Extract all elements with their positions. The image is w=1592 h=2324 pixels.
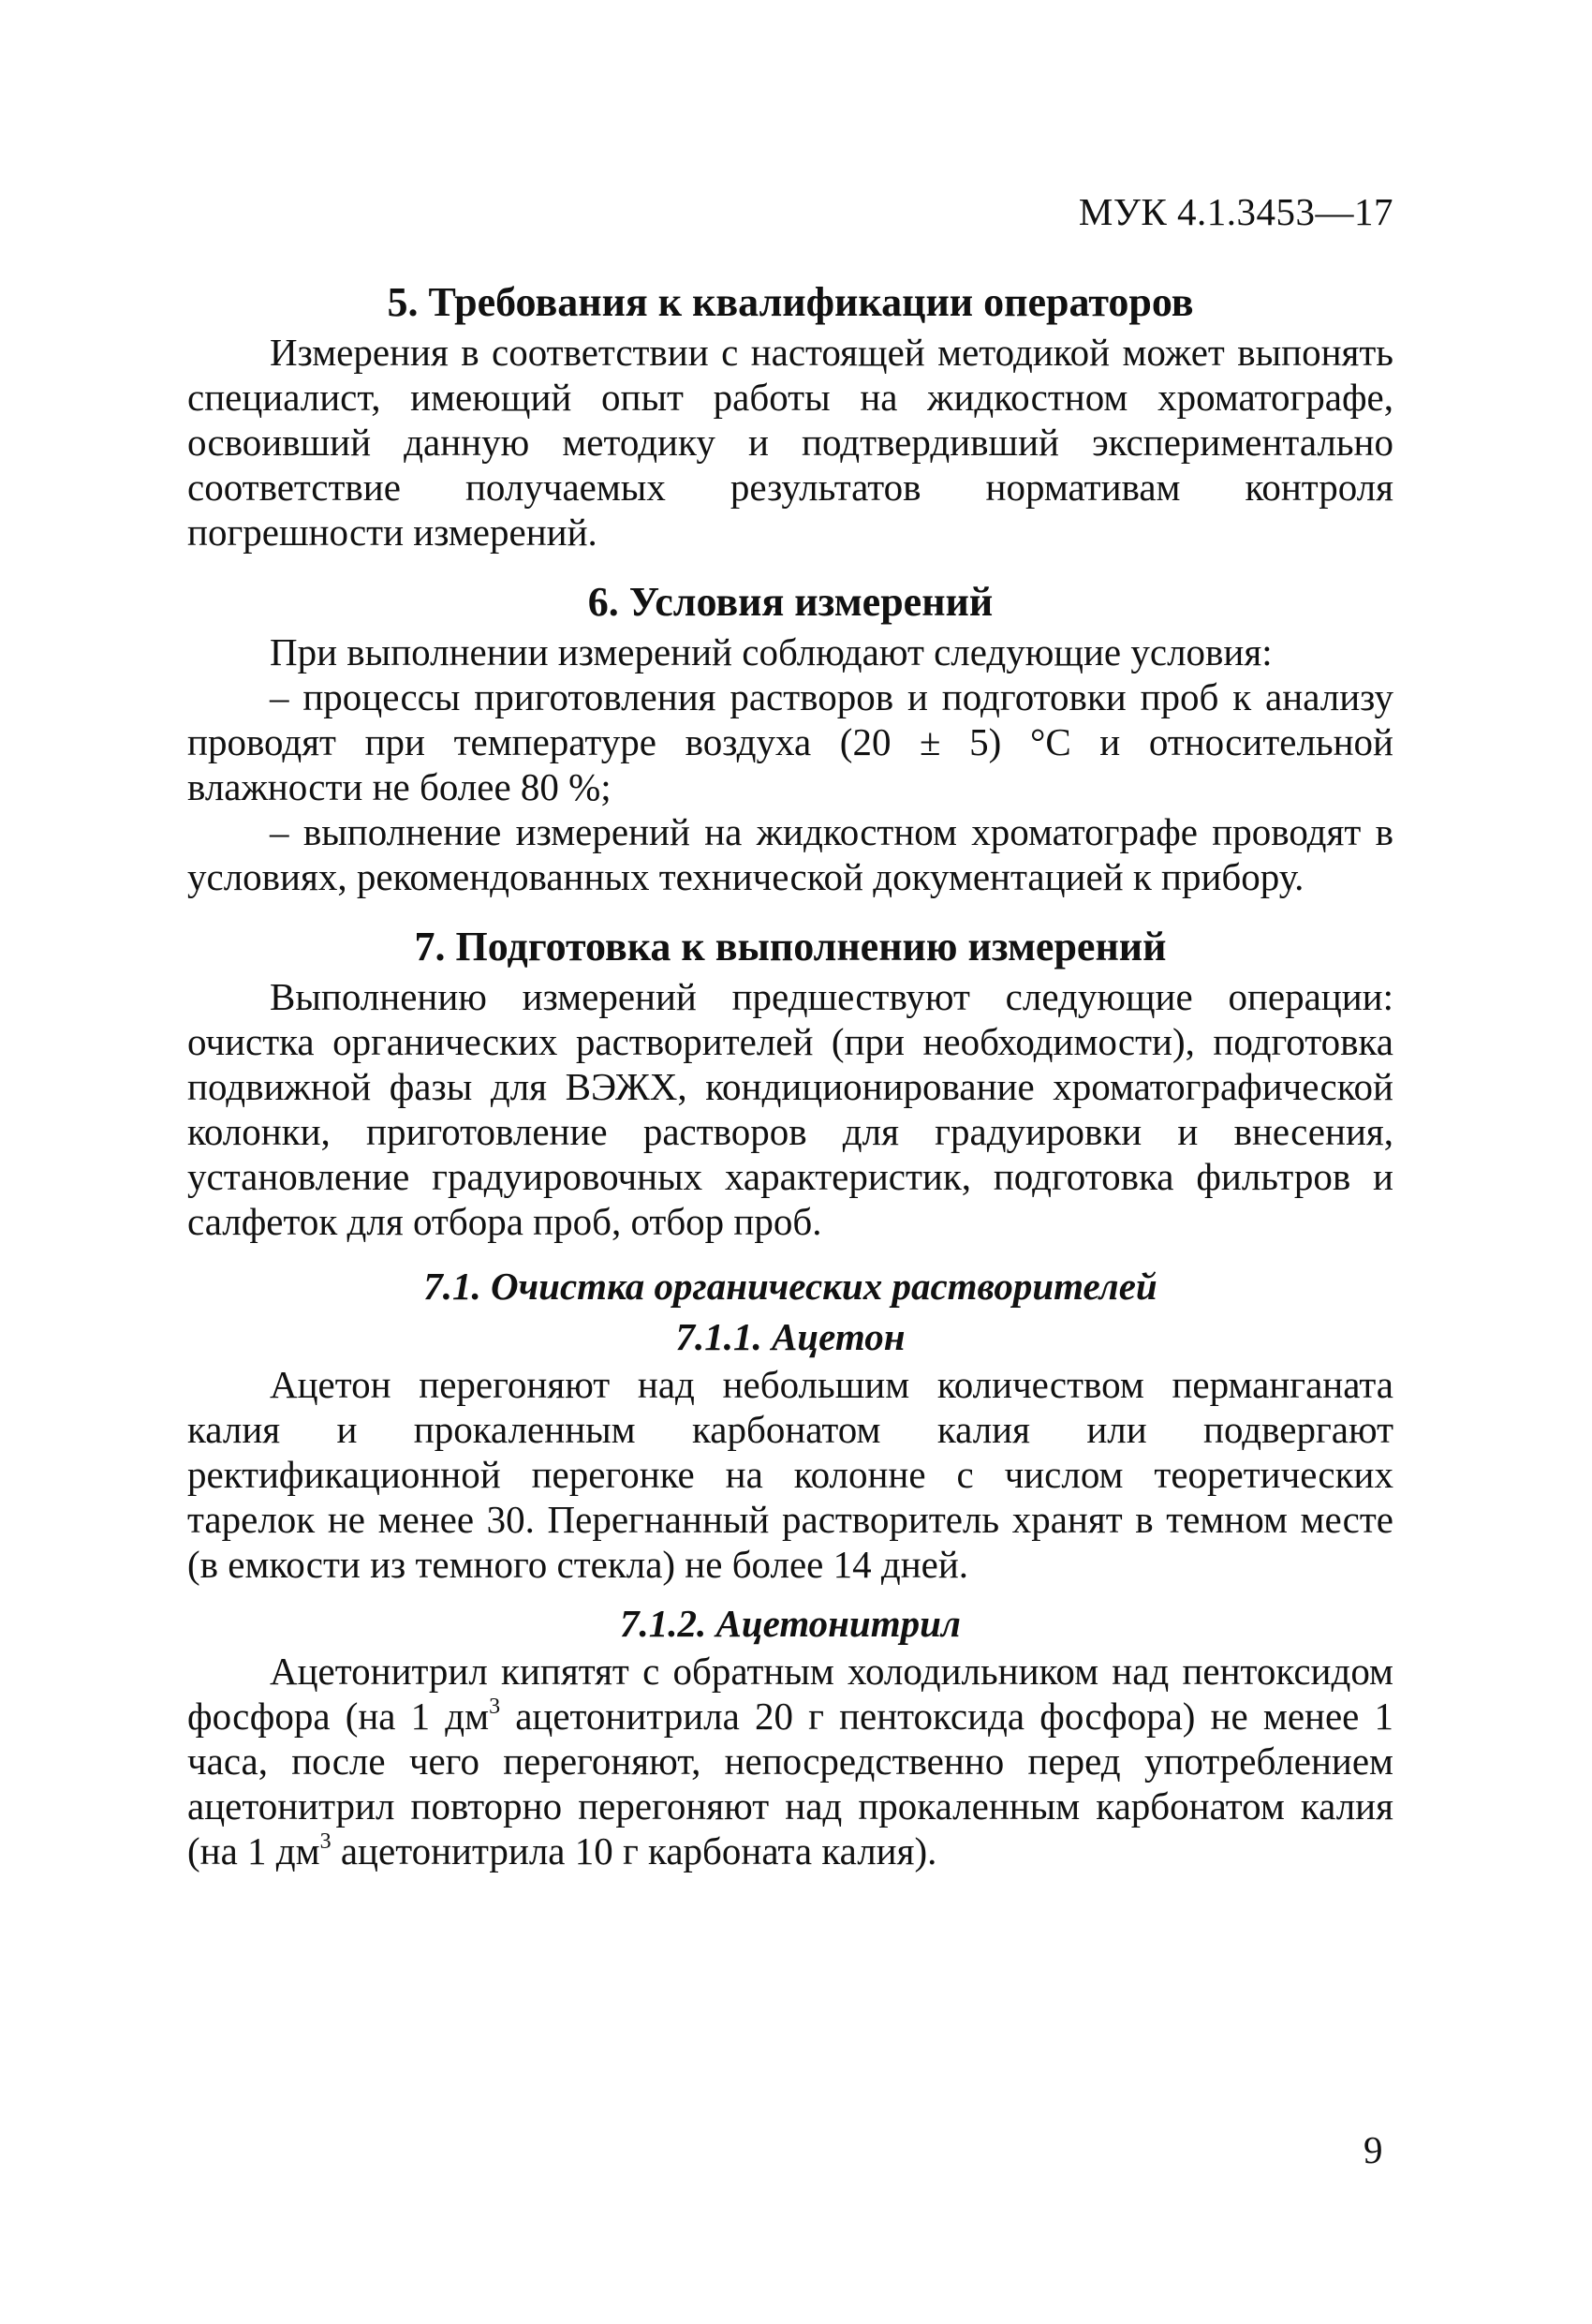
subsection-7-1-heading: 7.1. Очистка органических растворителей [423,1265,1157,1308]
acetonitrile-text-part-2: ацетонитрила 20 г пентоксида фосфора) не менее 1 часа, после чего перегоняют, непосредственно перед употреблением ацетонитрил повторно перегоняют над прокаленным карбонатом калия (на 1 дм [187,1695,1393,1873]
acetone-paragraph: Ацетон перегоняют над небольшим количеством перманганата калия и прокаленным карбонатом калия или подвергают ректификационной перегонке на колонне с числом теоретических тарелок не менее 30. Перегнанный растворитель хранят в темном месте (в емкости из темного стекла) не более 14 дней. [187,1363,1393,1586]
acetonitrile-text-part-3: ацетонитрила 10 г карбоната калия). [331,1829,937,1873]
subsection-7-1-2-heading: 7.1.2. Ацетонитрил [620,1602,961,1645]
section-6-intro: При выполнении измерений соблюдают следующие условия: [270,630,1273,674]
superscript-cubic-2: 3 [319,1829,332,1855]
section-5-paragraph: Измерения в соответствии с настоящей методикой может выпонять специалист, имеющий опыт работы на жидкостном хроматографе, освоивший данную методику и подтвердивший экспериментально соответствие получаемых результатов нормативам контроля погрешности измерений. [187,331,1393,554]
section-7-heading: 7. Подготовка к выполнению измерений [414,924,1167,970]
acetonitrile-text-part-1: Ацетонитрил кипятят с обратным холодильником над пентоксидом фосфора (на 1 дм [187,1650,1393,1738]
subsection-7-1-1-heading: 7.1.1. Ацетон [675,1315,906,1358]
section-6-condition-2: – выполнение измерений на жидкостном хроматографе проводят в условиях, рекомендованных технической документацией к прибору. [187,810,1393,898]
page-content [187,275,1393,1873]
section-6-heading: 6. Условия измерений [587,579,994,625]
document-code: МУК 4.1.3453—17 [1078,190,1393,233]
section-6-condition-1: – процессы приготовления растворов и подготовки проб к анализу проводят при температуре воздуха (20 ± 5) °С и относительной влажности не более 80 %; [187,675,1393,808]
acetonitrile-paragraph [187,1649,1393,1873]
superscript-cubic-1: 3 [489,1695,501,1720]
section-7-paragraph: Выполнению измерений предшествуют следующие операции: очистка органических растворителей (при необходимости), подготовка подвижной фазы для ВЭЖХ, кондиционирование хроматографической колонки, приготовление растворов для градуировки и внесения, установление градуировочных характеристик, подготовка фильтров и салфеток для отбора проб, отбор проб. [187,975,1393,1243]
section-5-heading: 5. Требования к квалификации операторов [387,279,1194,325]
page-number: 9 [1364,2128,1383,2171]
